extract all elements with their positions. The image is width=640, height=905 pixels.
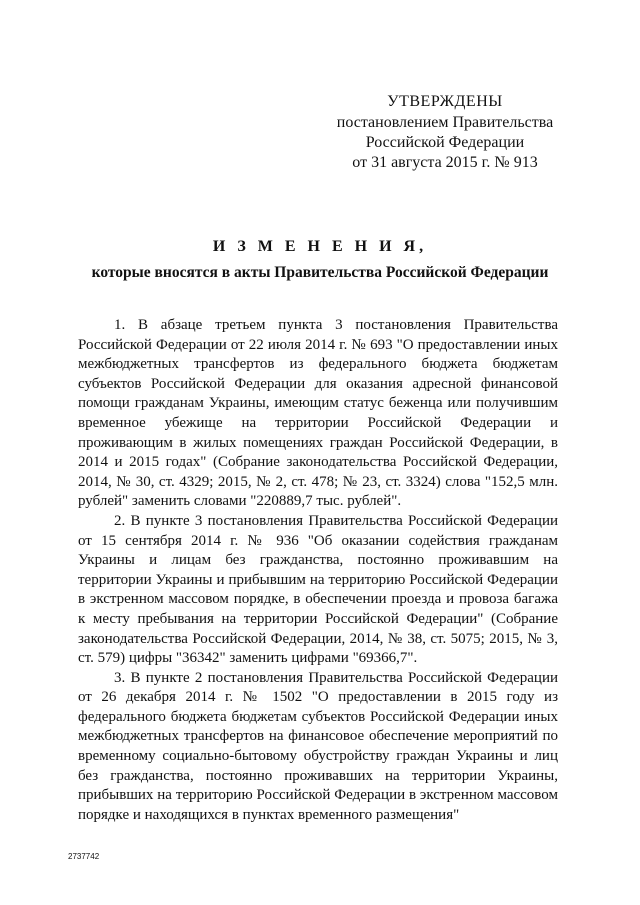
document-body [78,316,558,825]
approval-date-number: от 31 августа 2015 г. № 913 [352,154,538,171]
approval-stamp-block [330,92,560,173]
document-subtitle: которые вносятся в акты Правительства Российской Федерации [91,264,549,281]
document-code: 2737742 [68,852,100,861]
document-title: И З М Е Н Е Н И Я, [212,238,428,255]
paragraph-1: 1. В абзаце третьем пункта 3 постановления Правительства Российской Федерации от 22 июля 2014 г. № 693 "О предоставлении иных межбюджетных трансфертов из федерального бюджета бюджетам субъектов Российской Федерации для оказания адресной финансовой помощи гражданам Украины, имеющим статус беженца или получившим временное убежище на территории Российской Федерации и проживающим в жилых помещениях граждан Российской Федерации, в 2014 и 2015 годах" (Собрание законодательства Российской Федерации, 2014, № 30, ст. 4329; 2015, № 2, ст. 478; № 23, ст. 3324) слова "152,5 млн. рублей" заменить словами "220889,7 тыс. рублей". [78,317,558,510]
paragraph-2: 2. В пункте 3 постановления Правительства Российской Федерации от 15 сентября 2014 г. № 936 "Об оказании содействия гражданам Украины и лицам без гражданства, постоянно проживавшим на территории Украины и прибывшим на территорию Российской Федерации в экстренном массовом порядке, в обеспечении проезда и провоза багажа к месту пребывания на территории Российской Федерации" (Собрание законодательства Российской Федерации, 2014, № 38, ст. 5075; 2015, № 3, ст. 579) цифры "36342" заменить цифрами "69366,7". [78,512,558,667]
approval-line: постановлением Правительства [336,114,554,131]
approval-line: Российской Федерации [365,134,525,151]
paragraph-3: 3. В пункте 2 постановления Правительства Российской Федерации от 26 декабря 2014 г. № 1502 "О предоставлении в 2015 году из федерального бюджета бюджетам субъектов Российской Федерации иных межбюджетных трансфертов на финансовое обеспечение мероприятий по временному социально-бытовому обустройству граждан Украины и лиц без гражданства, постоянно проживавших на территории Украины, прибывших на территорию Российской Федерации в экстренном массовом порядке и находящихся в пунктах временного размещения" [78,669,558,823]
approval-title: УТВЕРЖДЕНЫ [387,93,503,110]
